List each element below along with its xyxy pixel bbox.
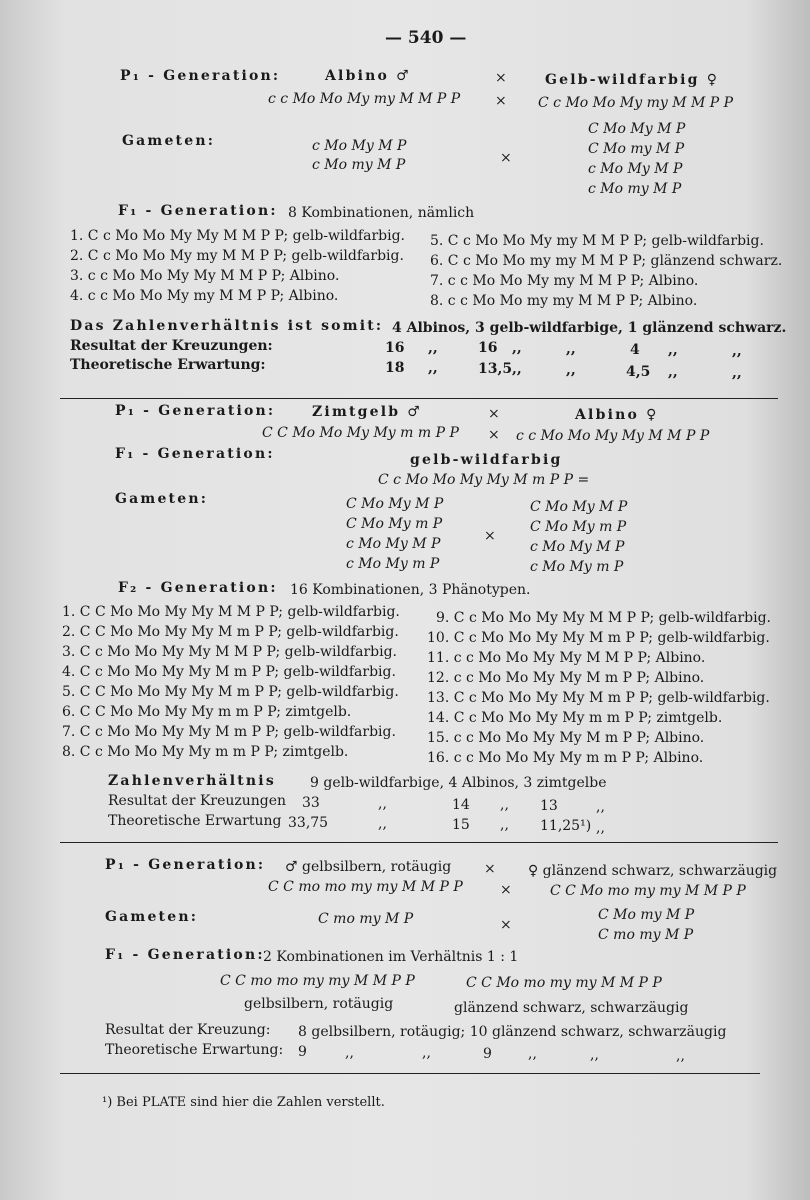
combination: 2. C C Mo Mo My My M m P P; gelb-wildfarbig. [62,624,399,640]
gameten-label: Gameten: [122,133,216,149]
section-divider [60,842,778,843]
p1-label: P₁ - Generation: [115,403,276,419]
ditto-mark: ,, [378,796,387,812]
combination: 1. C C Mo Mo My My M M P P; gelb-wildfarbig. [62,604,400,620]
expectation-label: Theoretische Erwartung: [105,1042,284,1058]
p1-male: Zimtgelb ♂ [312,404,423,420]
ditto-mark: ,, [428,360,438,376]
combination: 6. C C Mo Mo My My m m P P; zimtgelb. [62,704,352,720]
combination: 6. C c Mo Mo my my M M P P; glänzend schwarz. [430,253,783,269]
expectation-value: 9 [298,1044,307,1060]
gamete: C Mo My m P [530,519,627,535]
expectation-value: 9 [483,1046,492,1062]
combination: 8. c c Mo Mo my my M M P P; Albino. [430,293,698,309]
ditto-mark: ,, [500,797,509,813]
combination: 5. C C Mo Mo My My M m P P; gelb-wildfarbig. [62,684,399,700]
p1-female-genotype: C C Mo mo my my M M P P [550,883,746,899]
gamete: c Mo my M P [588,181,682,197]
combination: 13. C c Mo Mo My My M m P P; gelb-wildfarbig. [427,690,770,706]
expectation-value: 33,75 [288,815,329,831]
gamete: C Mo My M P [530,499,628,515]
gamete: c Mo My M P [312,138,407,154]
p1-female-genotype: C c Mo Mo My my M M P P [538,95,734,111]
combination: 4. c c Mo Mo My my M M P P; Albino. [70,288,339,304]
ditto-mark: ,, [668,364,678,380]
ditto-mark: ,, [596,820,605,836]
combination: 7. c c Mo Mo My my M M P P; Albino. [430,273,699,289]
ditto-mark: ,, [732,343,742,359]
f1-label: F₁ - Generation: [115,446,275,462]
p1-female: Albino ♀ [575,407,659,423]
result-value: 13 [540,798,558,814]
combination: 14. C c Mo Mo My My m m P P; zimtgelb. [427,710,723,726]
ditto-mark: ,, [422,1045,431,1061]
expectation-label: Theoretische Erwartung: [70,357,266,373]
result-label: Resultat der Kreuzungen [108,793,287,809]
p1-female-genotype: c c Mo Mo My My M M P P [516,428,710,444]
combination: 16. c c Mo Mo My My m m P P; Albino. [427,750,704,766]
combination: 7. C c Mo Mo My My M m P P; gelb-wildfarbig. [62,724,396,740]
combination: 12. c c Mo Mo My My M m P P; Albino. [427,670,705,686]
p1-label: P₁ - Generation: [120,68,281,84]
expectation-value: 4,5 [626,364,651,380]
p1-male: Albino ♂ [325,68,411,84]
ditto-mark: ,, [500,817,509,833]
result-label: Resultat der Kreuzungen: [70,338,273,354]
combination: 8. C c Mo Mo My My m m P P; zimtgelb. [62,744,349,760]
ratio-text: 9 gelb-wildfarbige, 4 Albinos, 3 zimtgelbe [310,775,607,791]
gamete: C mo my M P [318,911,414,927]
expectation-value: 15 [452,817,470,833]
ditto-mark: ,, [428,340,438,356]
gameten-label: Gameten: [115,491,209,507]
f1-genotype: C c Mo Mo My My M m P P = [378,472,590,488]
f1-text: 8 Kombinationen, nämlich [288,205,475,221]
ditto-mark: ,, [512,361,522,377]
ditto-mark: ,, [345,1045,354,1061]
cross-symbol: × [500,150,512,166]
gamete: C Mo My M P [588,121,686,137]
result-value: 33 [302,795,320,811]
ratio-label [70,318,383,334]
cross-symbol: × [500,917,512,933]
f1-label: F₁ - Generation: [118,203,278,219]
combination: 9. C c Mo Mo My My M M P P; gelb-wildfarbig. [436,610,771,626]
ditto-mark: ,, [590,1047,599,1063]
f1-phenotype-b: glänzend schwarz, schwarzäugig [454,1000,689,1016]
gamete: c Mo My m P [346,556,440,572]
gamete: C Mo My M P [346,496,444,512]
ditto-mark: ,, [566,362,576,378]
cross-symbol: × [488,427,500,443]
gamete: C Mo my M P [588,141,685,157]
expectation-label: Theoretische Erwartung [108,813,282,829]
combination: 3. C c Mo Mo My My M M P P; gelb-wildfarbig. [62,644,397,660]
gamete: c Mo My M P [346,536,441,552]
f2-text: 16 Kombinationen, 3 Phänotypen. [290,582,531,598]
p1-male-genotype: C C Mo Mo My My m m P P [262,425,459,441]
cross-symbol: × [484,528,496,544]
p1-male: ♂ gelbsilbern, rotäugig [285,859,452,875]
expectation-value: 13,5 [478,361,513,377]
ditto-mark: ,, [566,341,576,357]
p1-female: Gelb-wildfarbig ♀ [545,72,720,88]
f1-genotype-a: C C mo mo my my M M P P [220,973,415,989]
ditto-mark: ,, [668,342,678,358]
ditto-mark: ,, [676,1048,685,1064]
result-label: Resultat der Kreuzung: [105,1022,271,1038]
combination: 3. c c Mo Mo My My M M P P; Albino. [70,268,340,284]
footnote-divider [60,1073,760,1074]
gamete: c Mo My m P [530,559,624,575]
ratio-label-text: Das Zahlenverhältnis ist somit: [70,318,384,334]
cross-symbol: × [500,882,512,898]
ditto-mark: ,, [528,1046,537,1062]
page-number: — 540 — [385,28,467,48]
gamete: c Mo My M P [588,161,683,177]
combination: 10. C c Mo Mo My My M m P P; gelb-wildfarbig. [427,630,770,646]
p1-female: ♀ glänzend schwarz, schwarzäugig [528,863,778,879]
ditto-mark: ,, [732,365,742,381]
result-value: 4 [630,342,640,358]
p1-label: P₁ - Generation: [105,857,266,873]
ditto-mark: ,, [596,799,605,815]
gamete: c Mo my M P [312,157,406,173]
cross-symbol: × [495,93,507,109]
f1-genotype-b: C C Mo mo my my M M P P [466,975,662,991]
gamete: C mo my M P [598,927,694,943]
footnote: ¹) Bei PLATE sind hier die Zahlen verstellt. [102,1095,385,1110]
result-value: 16 [478,340,498,356]
section-divider [60,398,778,399]
result-text: 8 gelbsilbern, rotäugig; 10 glänzend schwarz, schwarzäugig [298,1024,727,1040]
cross-symbol: × [488,406,500,422]
cross-symbol: × [495,70,507,86]
combination: 11. c c Mo Mo My My M M P P; Albino. [427,650,706,666]
f1-text: 2 Kombinationen im Verhältnis 1 : 1 [263,949,519,965]
combination: 5. C c Mo Mo My my M M P P; gelb-wildfarbig. [430,233,764,249]
result-value: 16 [385,340,405,356]
ditto-mark: ,, [512,340,522,356]
f1-phenotype: gelb-wildfarbig [410,452,563,468]
ratio-text: 4 Albinos, 3 gelb-wildfarbige, 1 glänzend schwarz. [392,320,787,336]
expectation-value: 18 [385,360,405,376]
f2-label: F₂ - Generation: [118,580,278,596]
p1-male-genotype: C C mo mo my my M M P P [268,879,463,895]
gameten-label: Gameten: [105,909,199,925]
result-value: 14 [452,797,470,813]
combination: 4. C c Mo Mo My My M m P P; gelb-wildfarbig. [62,664,396,680]
combination: 2. C c Mo Mo My my M M P P; gelb-wildfarbig. [70,248,404,264]
expectation-value: 11,25¹) [540,818,592,834]
cross-symbol: × [484,861,496,877]
combination: 1. C c Mo Mo My My M M P P; gelb-wildfarbig. [70,228,405,244]
gamete: c Mo My M P [530,539,625,555]
p1-male-genotype: c c Mo Mo My my M M P P [268,91,461,107]
f1-label: F₁ - Generation: [105,947,265,963]
gamete: C Mo my M P [598,907,695,923]
f1-phenotype-a: gelbsilbern, rotäugig [244,996,394,1012]
gamete: C Mo My m P [346,516,443,532]
ditto-mark: ,, [378,816,387,832]
combination: 15. c c Mo Mo My My M m P P; Albino. [427,730,705,746]
ratio-label: Zahlenverhältnis [108,773,276,789]
